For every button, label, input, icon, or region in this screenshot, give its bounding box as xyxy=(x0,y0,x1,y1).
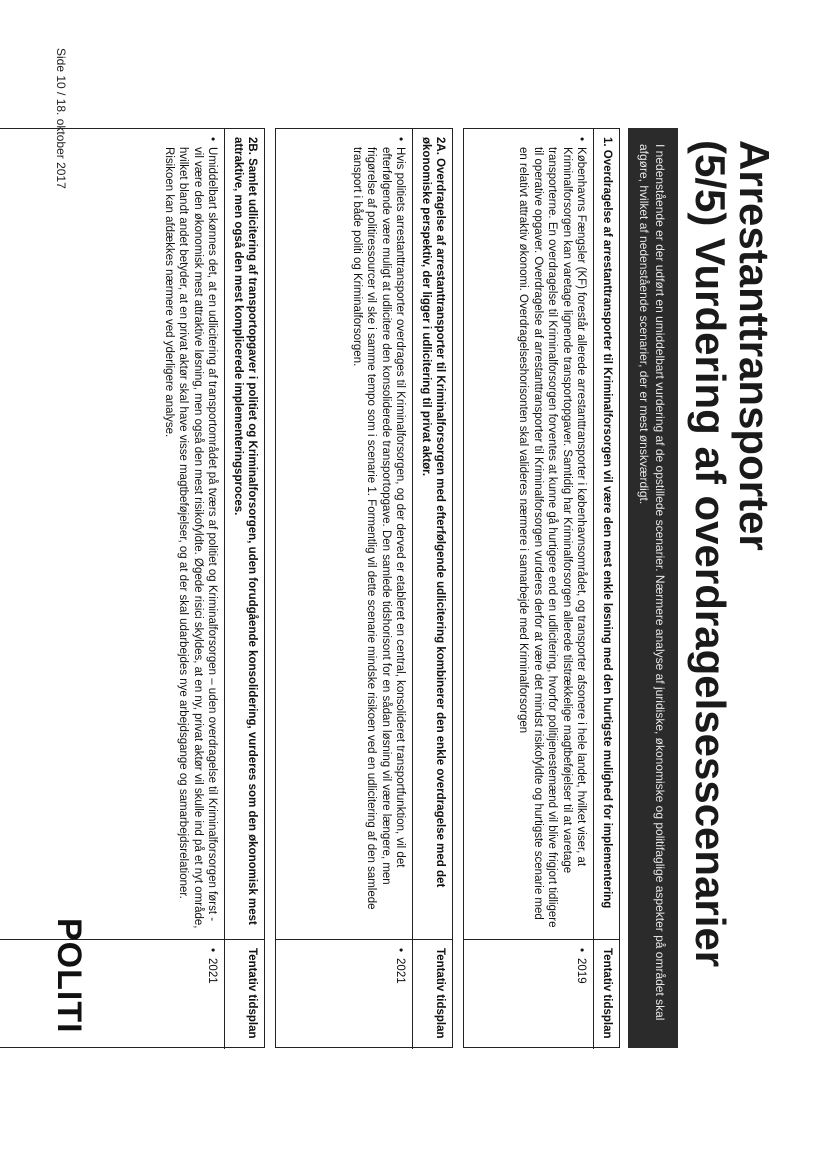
intro-banner: I nedenstående er der udført en umiddelbart vurdering af de opstillede scenarier. Nærmere analyse af juridiske, økonomiske og politifaglige aspekter på området skal afgøre, hvilket af nedenstående scenarier, der er mest ønskværdigt. xyxy=(628,128,678,1048)
scenario-2a-heading: 2A. Overdragelse af arrestanttransporter til Kriminalforsorgen med efterfølgende udlicitering kombinerer den enkle overdragelse med det økonomiske perspektiv, der ligger i udlicitering til privat aktør. xyxy=(413,129,453,939)
scenario-2b-year: 2021 xyxy=(206,958,219,984)
scenario-2b-body xyxy=(0,129,225,939)
politi-logo: POLITI xyxy=(50,918,88,1034)
scenario-block-2a xyxy=(276,128,454,1048)
bullet-icon: • xyxy=(394,137,407,142)
scenario-2a-body xyxy=(277,129,413,939)
bullet-icon: • xyxy=(575,948,588,953)
scenario-2b-heading: 2B. Samlet udlicitering af transportopgaver i politiet og Kriminalforsorgen, uden forudgående konsolidering, vurderes som den økonomisk mest attraktive, men også den mest komplicerede implementeringsproces. xyxy=(225,129,265,939)
scenario-1-body xyxy=(465,129,594,939)
scenario-block-2b xyxy=(0,128,266,1048)
scenario-2a-text: Hvis politiets arrestanttransporter overdrages til Kriminalforsorgen, og der derved er etableret en central, konsolideret transportfunktion, vil det efterfølgende være muligt at udlicitere den konsoliderede transportopgave. Den samlede tidshorisont for en sådan løsning vil være længere, men frigørelse af politiressourcer vil ske i samme tempo som i scenarie 1. Formentlig vil dette scenarie mindske risikoen ved en udlicitering af den samlede transport i både politi og Kriminalforsorgen. xyxy=(351,147,407,910)
scenario-1-schedule xyxy=(465,939,594,1049)
page-title-line1: Arrestanttransporter xyxy=(731,140,778,551)
schedule-header: Tentativ tidsplan xyxy=(594,939,620,1049)
scenario-2b-schedule xyxy=(0,939,225,1049)
scenario-block-1 xyxy=(464,128,621,1048)
page-title xyxy=(688,140,776,967)
scenario-2b-text: Umiddelbart skønnes det, at en udlicitering af transportområdet på tværs af politiet og Kriminalforsorgen – uden overdragelse til Kriminalforsorgen først - vil være den økonomisk mest attraktive løsning, men også den mest risikofyldte. Øgede risici skyldes, at en ny, privat aktør vil skulle ind på et nyt område, hvilket blandt andet betyder, at en privat aktør skal have visse magtbeføjelser, og at der skal udarbejdes nye arbejdsgange og samarbejdsrelationer. Risikoen kan afdækkes nærmere ved yderligere analyse. xyxy=(163,147,219,929)
scenario-1-year: 2019 xyxy=(575,958,588,984)
scenario-tables xyxy=(0,128,620,1048)
page-title-line2: (5/5) Vurdering af overdragelsesscenarier xyxy=(687,140,734,968)
bullet-icon: • xyxy=(206,948,219,953)
scenario-1-text: Københavns Fængsler (KF) forestår allerede arrestanttransporter i københavnsområdet, og transporter afsonere i hele landet, hvilket viser, at Kriminalforsorgen kan varetage lignende transportopgaver. Samtidig har Kriminalforsorgen allerede tilstrækkelige magtbeføjelser til at varetage transporterne. En overdragelse til Kriminalforsorgen forventes at kunne gå hurtigere end en udlicitering, hvorfor politijenestemænd vil blive frigjort tidligere til operative opgaver. Overdragelse af arrestanttransporter til Kriminalforsorgen vurderes derfor at være det mindst risikofyldte og hurtigste scenarie med en relativt attraktiv økonomi. Overdragelseshorisonten skal valideres nærmere i samarbejde med Kriminalforsorgen xyxy=(517,147,588,928)
scenario-2a-year: 2021 xyxy=(394,958,407,984)
bullet-icon: • xyxy=(394,948,407,953)
bullet-icon: • xyxy=(575,137,588,142)
bullet-icon: • xyxy=(206,137,219,142)
page-footer: Side 10 / 18. oktober 2017 xyxy=(54,48,68,189)
schedule-header: Tentativ tidsplan xyxy=(225,939,265,1049)
scenario-2a-schedule xyxy=(277,939,413,1049)
schedule-header: Tentativ tidsplan xyxy=(413,939,453,1049)
scenario-1-heading: 1. Overdragelse af arrestanttransporter til Kriminalforsorgen vil være den mest enkle løsning med den hurtigste mulighed for implementering xyxy=(594,129,620,939)
